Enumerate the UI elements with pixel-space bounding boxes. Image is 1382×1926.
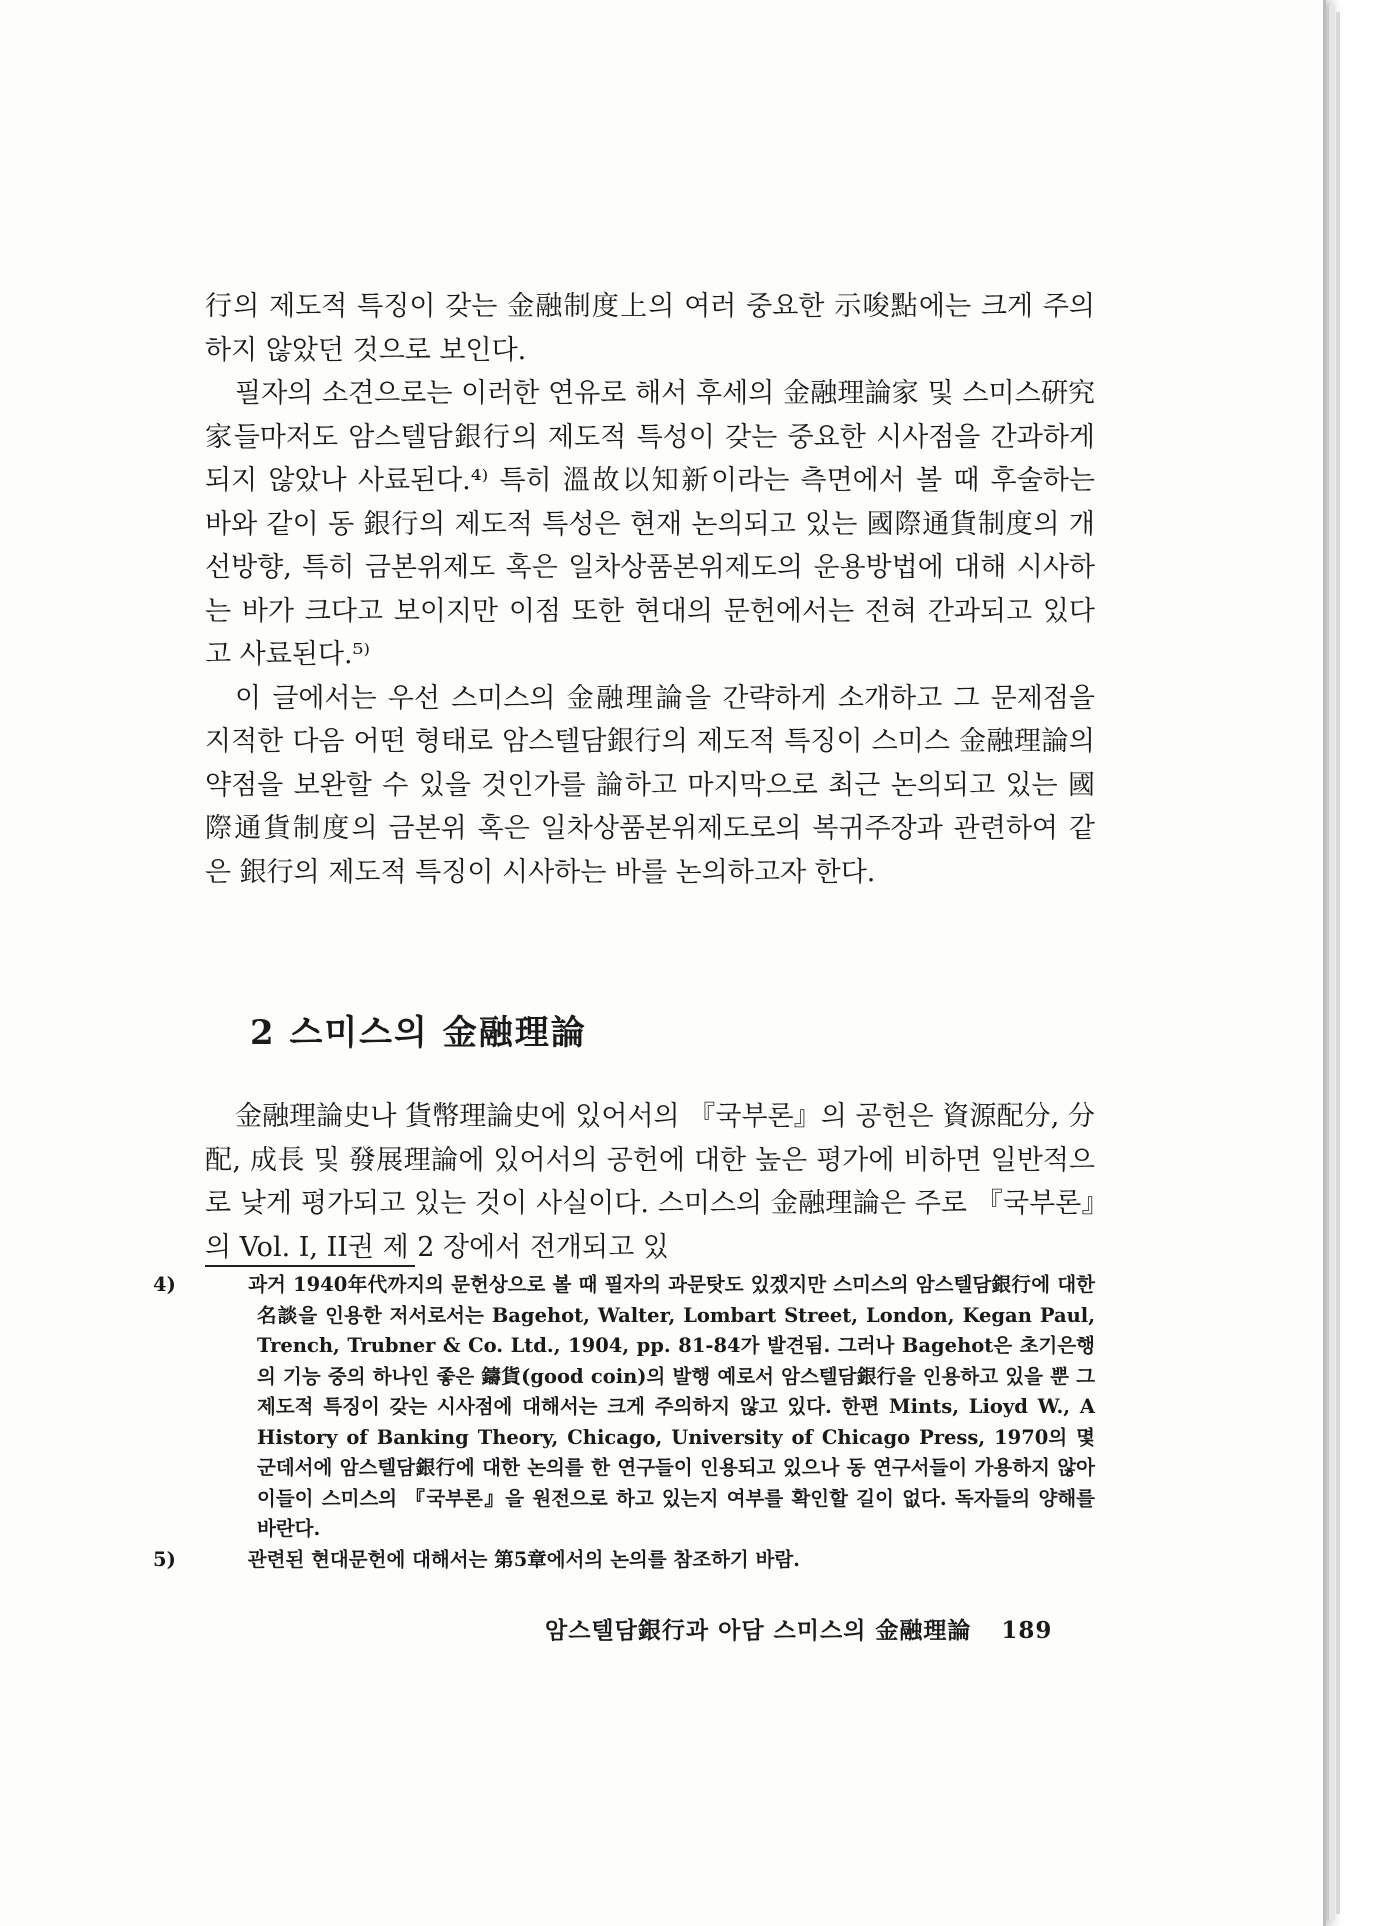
body-paragraph: 이 글에서는 우선 스미스의 金融理論을 간략하게 소개하고 그 문제점을 지적한 다음 어떤 형태로 암스텔담銀行의 제도적 특징이 스미스 金融理論의 약점을 보완할 수 있을 것인가를 論하고 마지막으로 최근 논의되고 있는 國際通貨制度의 금본위 혹은 일차상품본위제도로의 복귀주장과 관련하여 같은 銀行의 제도적 특징이 시사하는 바를 논의하고자 한다. — [205, 682, 1095, 888]
page-number: 189 — [1001, 1617, 1053, 1644]
section-heading: 2 스미스의 金融理論 — [250, 1013, 587, 1053]
footnote-text: 과거 1940年代까지의 문헌상으로 볼 때 필자의 과문탓도 있겠지만 스미스의 암스텔담銀行에 대한 名談을 인용한 저서로서는 Bagehot, Walter, Lombart Street, London, Kegan Paul, Trench, Trubner & Co. Ltd., 1904, pp. 81-84가 발견됨. 그러나 Bagehot은 초기은행의 기능 중의 하나인 좋은 鑄貨(good coin)의 발행 예로서 암스텔담銀行을 인용하고 있을 뿐 그 제도적 특징이 갖는 시사점에 대해서는 크게 주의하지 않고 있다. 한편 Mints, Lioyd W., A History of Banking Theory, Chicago, University of Chicago Press, 1970의 몇 군데서에 암스텔담銀行에 대한 논의를 한 연구들이 인용되고 있으나 동 연구서들이 가용하지 않아 이들이 스미스의 『국부론』을 원전으로 하고 있는지 여부를 확인할 길이 없다. 독자들의 양해를 바란다. — [248, 1273, 1095, 1540]
section-body — [205, 1095, 1095, 1269]
footnote-divider — [205, 1265, 415, 1267]
body-paragraph: 필자의 소견으로는 이러한 연유로 해서 후세의 金融理論家 및 스미스硏究家들마저도 암스텔담銀行의 제도적 특성이 갖는 중요한 시사점을 간과하게 되지 않았나 사료된다.⁴⁾ 특히 溫故以知新이라는 측면에서 볼 때 후술하는 바와 같이 동 銀行의 제도적 특성은 현재 논의되고 있는 國際通貨制度의 개선방향, 특히 금본위제도 혹은 일차상품본위제도의 운용방법에 대해 시사하는 바가 크다고 보이지만 이점 또한 현대의 문헌에서는 전혀 간과되고 있다고 사료된다.⁵⁾ — [205, 378, 1095, 670]
body-paragraph-continuation: 行의 제도적 특징이 갖는 金融制度上의 여러 중요한 示唆點에는 크게 주의하지 않았던 것으로 보인다. — [205, 291, 1095, 366]
footnote-4 — [153, 1270, 1095, 1545]
body-paragraph: 金融理論史나 貨幣理論史에 있어서의 『국부론』의 공헌은 資源配分, 分配, 成長 및 發展理論에 있어서의 공헌에 대한 높은 평가에 비하면 일반적으로 낮게 평가되고 있는 것이 사실이다. 스미스의 金融理論은 주로 『국부론』의 Vol. I, II권 제 2 장에서 전개되고 있 — [205, 1101, 1095, 1263]
running-footer-title: 암스텔담銀行과 아담 스미스의 金融理論 — [545, 1617, 972, 1644]
footnote-number: 5) — [153, 1547, 176, 1571]
footnote-text: 관련된 현대문헌에 대해서는 第5章에서의 논의를 참조하기 바람. — [247, 1547, 800, 1571]
footnote-number: 4) — [153, 1273, 176, 1296]
page-content — [153, 285, 1095, 1644]
page-stack-edge — [1336, 12, 1340, 1914]
page-stack-edge — [1328, 6, 1335, 1920]
footnotes — [153, 1270, 1095, 1575]
running-footer — [545, 1612, 1052, 1645]
footnote-5 — [153, 1545, 1095, 1576]
